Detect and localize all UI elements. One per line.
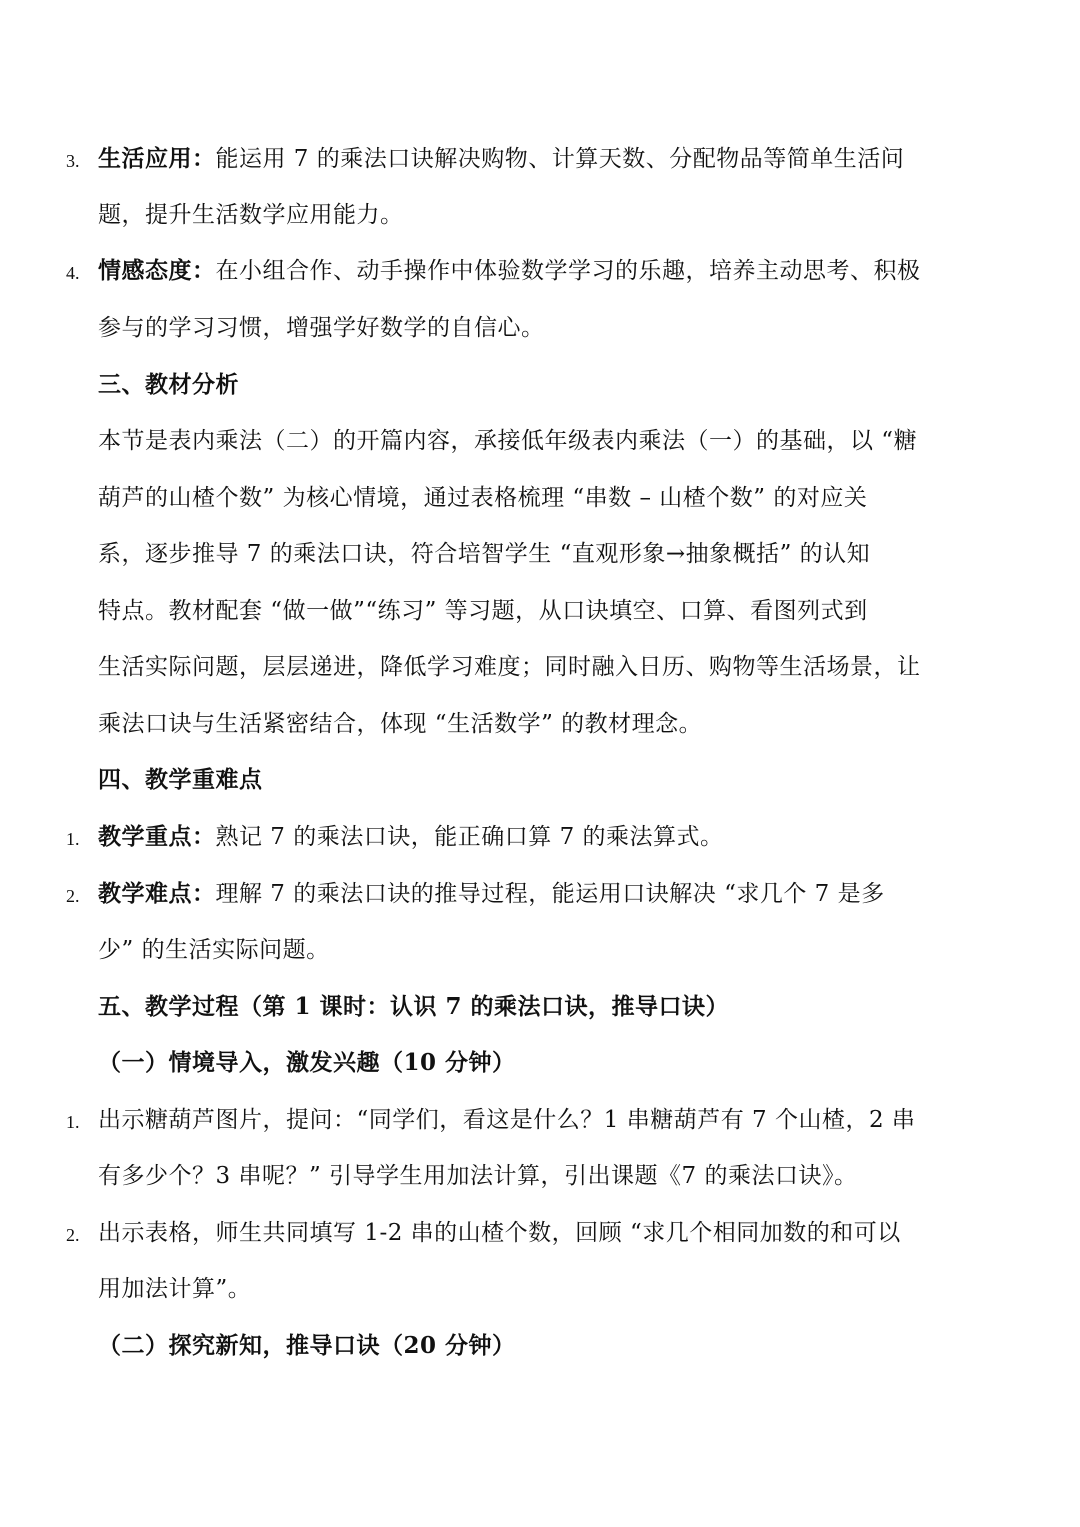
list-item: [98, 144, 904, 174]
list-number: 4.: [66, 263, 80, 283]
paragraph-line: 生活实际问题，层层递进，降低学习难度；同时融入日历、购物等生活场景，让: [98, 654, 921, 680]
item-continuation: 用加法计算”。: [98, 1276, 252, 1302]
sub-heading: （二）探究新知，推导口诀（20 分钟）: [98, 1332, 516, 1359]
item-text: 在小组合作、动手操作中体验数学学习的乐趣，培养主动思考、积极: [215, 258, 921, 284]
list-item: 出示糖葫芦图片，提问：“同学们，看这是什么？1 串糖葫芦有 7 个山楂，2 串: [98, 1107, 916, 1133]
list-number: 2.: [66, 1225, 80, 1245]
item-label: 教学难点：: [98, 880, 216, 907]
item-text: 能运用 7 的乘法口诀解决购物、计算天数、分配物品等简单生活问: [215, 146, 905, 172]
item-label: 情感态度：: [98, 257, 216, 284]
paragraph-line: 本节是表内乘法（二）的开篇内容，承接低年级表内乘法（一）的基础，以 “糖: [98, 428, 918, 454]
list-item: [98, 879, 885, 909]
list-item: [98, 256, 921, 286]
list-item: 出示表格，师生共同填写 1-2 串的山楂个数，回顾 “求几个相同加数的和可以: [98, 1220, 901, 1246]
item-continuation: 少” 的生活实际问题。: [98, 937, 330, 963]
item-continuation: 参与的学习习惯，增强学好数学的自信心。: [98, 315, 545, 341]
list-number: 2.: [66, 886, 80, 906]
list-item: [98, 822, 724, 852]
list-number: 3.: [66, 151, 80, 171]
item-label: 教学重点：: [98, 823, 216, 850]
list-number: 1.: [66, 1112, 80, 1132]
item-continuation: 题，提升生活数学应用能力。: [98, 202, 404, 228]
list-number: 1.: [66, 829, 80, 849]
section-heading: 五、教学过程（第 1 课时：认识 7 的乘法口诀，推导口诀）: [98, 993, 730, 1020]
item-text: 理解 7 的乘法口诀的推导过程，能运用口诀解决 “求几个 7 是多: [215, 881, 885, 907]
paragraph-line: 特点。教材配套 “做一做”“练习” 等习题，从口诀填空、口算、看图列式到: [98, 598, 868, 624]
section-heading: 四、教学重难点: [98, 766, 263, 793]
section-heading: 三、教材分析: [98, 371, 239, 398]
item-text: 熟记 7 的乘法口诀，能正确口算 7 的乘法算式。: [215, 824, 724, 850]
sub-heading: （一）情境导入，激发兴趣（10 分钟）: [98, 1049, 516, 1076]
paragraph-line: 系，逐步推导 7 的乘法口诀，符合培智学生 “直观形象→抽象概括” 的认知: [98, 541, 871, 567]
paragraph-line: 葫芦的山楂个数” 为核心情境，通过表格梳理 “串数 – 山楂个数” 的对应关: [98, 485, 868, 511]
paragraph-line: 乘法口诀与生活紧密结合，体现 “生活数学” 的教材理念。: [98, 711, 703, 737]
item-label: 生活应用：: [98, 145, 216, 172]
item-continuation: 有多少个？3 串呢？” 引导学生用加法计算，引出课题《7 的乘法口诀》。: [98, 1163, 858, 1189]
